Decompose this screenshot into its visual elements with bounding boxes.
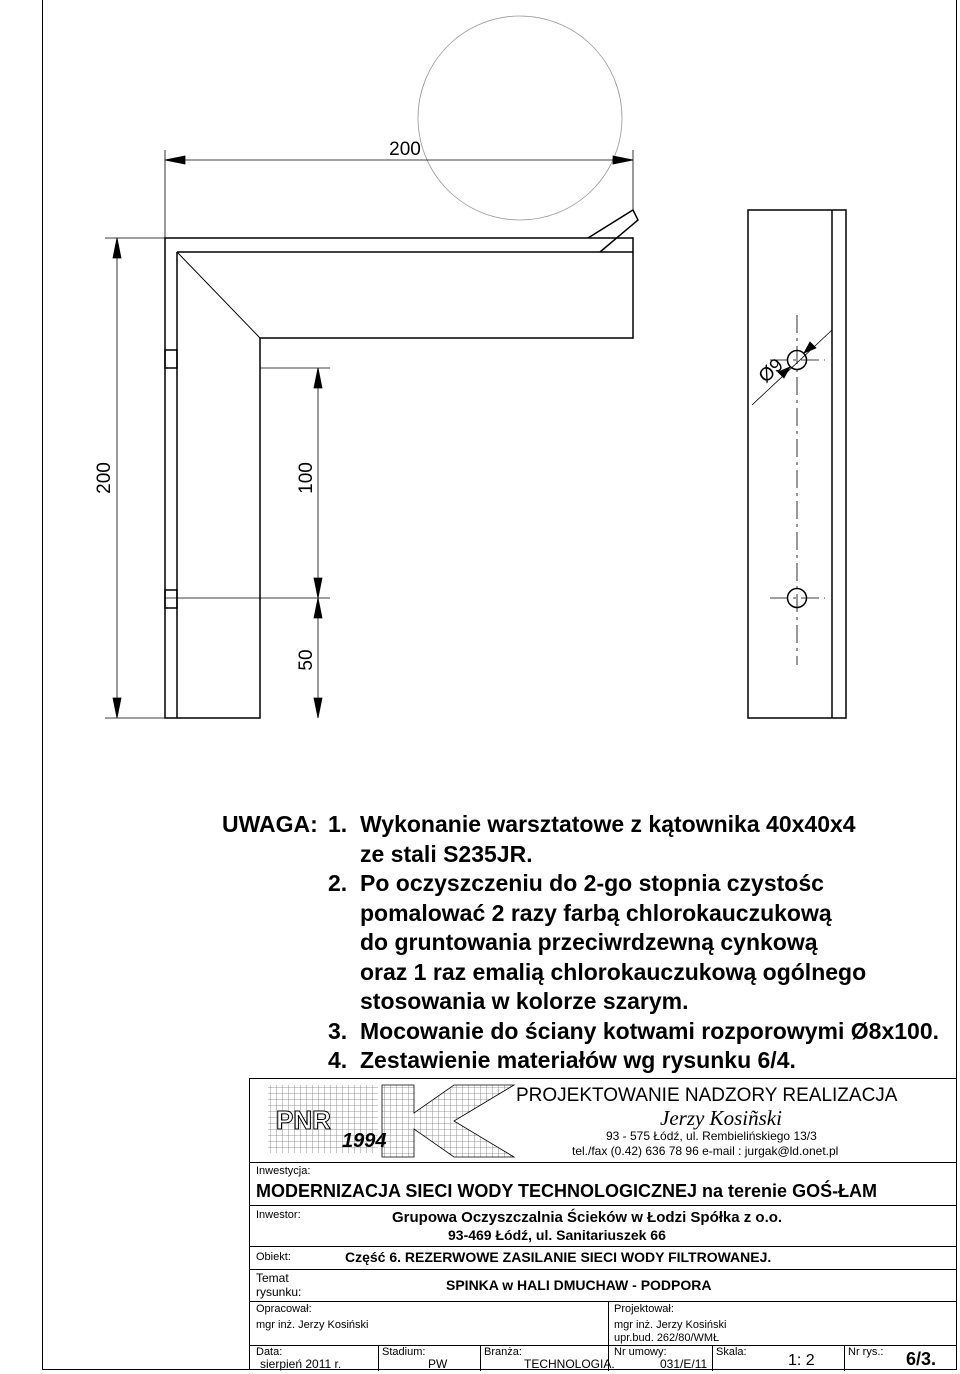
investor-line1: Grupowa Oczyszczalnia Ścieków w Łodzi Spółka z o.o.: [392, 1209, 783, 1226]
branch-value: TECHNOLOGIA.: [524, 1357, 615, 1371]
title-block: [249, 1078, 957, 1370]
notes-block: UWAGA: 1. Wykonanie warsztatowe z kątownika 40x40x4 ze stali S235JR. 2. Po oczyszczeniu do 2-go stopnia czystośc pomalować 2 razy farbą chlorokauczukową do gruntowania przeciwrdzewną cynkową oraz 1 raz emalią chlorokauczukową ogólnego stosowania w kolorze szarym. 3. Mocowanie do ściany kotwami rozporowymi Ø8x100. 4. Zestawienie materiałów wg rysunku 6/4.: [222, 810, 942, 1076]
dim-width-top: 200: [389, 139, 421, 160]
investor-line2: 93-469 Łódź, ul. Sanitariuszek 66: [448, 1227, 666, 1243]
object-value: Część 6. REZERWOWE ZASILANIE SIECI WODY FILTROWANEJ.: [345, 1249, 772, 1265]
note-line: oraz 1 raz emalią chlorokauczukową ogólnego: [360, 958, 867, 985]
note-line: Po oczyszczeniu do 2-go stopnia czystośc: [360, 870, 824, 896]
contract-label: Nr umowy:: [614, 1346, 667, 1358]
company-logo: [264, 1081, 520, 1159]
company-address: 93 - 575 Łódź, ul. Rembielińskiego 13/3: [606, 1129, 817, 1143]
arrowhead: [314, 578, 322, 598]
company-name: PROJEKTOWANIE NADZORY REALIZACJA: [516, 1085, 898, 1106]
drawing-no-label: Nr rys.:: [848, 1346, 884, 1358]
note-line: Zestawienie materiałów wg rysunku 6/4.: [360, 1047, 796, 1073]
note-line: do gruntowania przeciwrdzewną cynkową: [360, 929, 818, 955]
prepared-value: mgr inż. Jerzy Kosiński: [256, 1319, 369, 1331]
investment-value: MODERNIZACJA SIECI WODY TECHNOLOGICZNEJ na terenie GOŚ-ŁAM: [256, 1181, 878, 1201]
bracket-flange: [588, 210, 638, 252]
investment-label: Inwestycja:: [256, 1165, 311, 1177]
date-label: Data:: [256, 1346, 283, 1358]
topic-value: SPINKA w HALI DMUCHAW - PODPORA: [446, 1277, 712, 1293]
arrowhead: [314, 598, 322, 618]
date-value: sierpień 2011 r.: [260, 1357, 342, 1371]
weld-mark: [165, 590, 177, 608]
note-line: Mocowanie do ściany kotwami rozporowymi Ø8x100.: [360, 1017, 939, 1044]
topic-label-1: Temat: [256, 1271, 289, 1285]
logo-year: 1994: [342, 1130, 387, 1152]
prepared-label: Opracował:: [256, 1303, 312, 1315]
object-label: Obiekt:: [256, 1251, 291, 1263]
dim-hole: Ø9: [754, 354, 788, 388]
scale-label: Skala:: [716, 1346, 747, 1358]
designed-value-2: upr.bud. 262/80/WMŁ: [614, 1332, 720, 1344]
note-line: ze stali S235JR.: [360, 840, 533, 867]
designed-value-1: mgr inż. Jerzy Kosiński: [614, 1319, 727, 1331]
scale-value: 1: 2: [788, 1352, 815, 1369]
notes-label: UWAGA:: [222, 811, 318, 837]
investor-label: Inwestor:: [256, 1209, 301, 1221]
stage-label: Stadium:: [382, 1346, 426, 1358]
arrowhead: [113, 698, 121, 718]
branch-label: Branża:: [484, 1346, 522, 1358]
weld-mark: [165, 350, 177, 368]
miter-line: [177, 252, 260, 338]
dim-height-low: 50: [296, 649, 317, 671]
topic-label-2: rysunku:: [256, 1285, 302, 1299]
arrowhead: [613, 156, 633, 164]
arrowhead: [314, 368, 322, 388]
arrowhead: [314, 698, 322, 718]
company-contact: tel./fax (0.42) 636 78 96 e-mail : jurgak@ld.onet.pl: [572, 1144, 839, 1158]
note-line: stosowania w kolorze szarym.: [360, 988, 689, 1014]
bracket-outline: [165, 238, 633, 718]
dim-height-mid: 100: [296, 462, 317, 494]
stage-value: PW: [428, 1357, 448, 1371]
dim-height-left: 200: [94, 462, 115, 494]
note-line: pomalować 2 razy farbą chlorokauczukową: [360, 899, 832, 926]
arrowhead: [165, 156, 185, 164]
logo-text: PNR: [276, 1105, 331, 1135]
note-line: Wykonanie warsztatowe z kątownika 40x40x4: [360, 811, 856, 837]
arrowhead: [113, 238, 121, 258]
contract-value: 031/E/11: [660, 1357, 708, 1371]
drawing-no-value: 6/3.: [906, 1349, 937, 1369]
arrowhead: [804, 342, 816, 353]
construction-circle: [418, 16, 622, 220]
designed-label: Projektował:: [614, 1303, 674, 1315]
owner-name: Jerzy Kosiñski: [660, 1106, 782, 1130]
